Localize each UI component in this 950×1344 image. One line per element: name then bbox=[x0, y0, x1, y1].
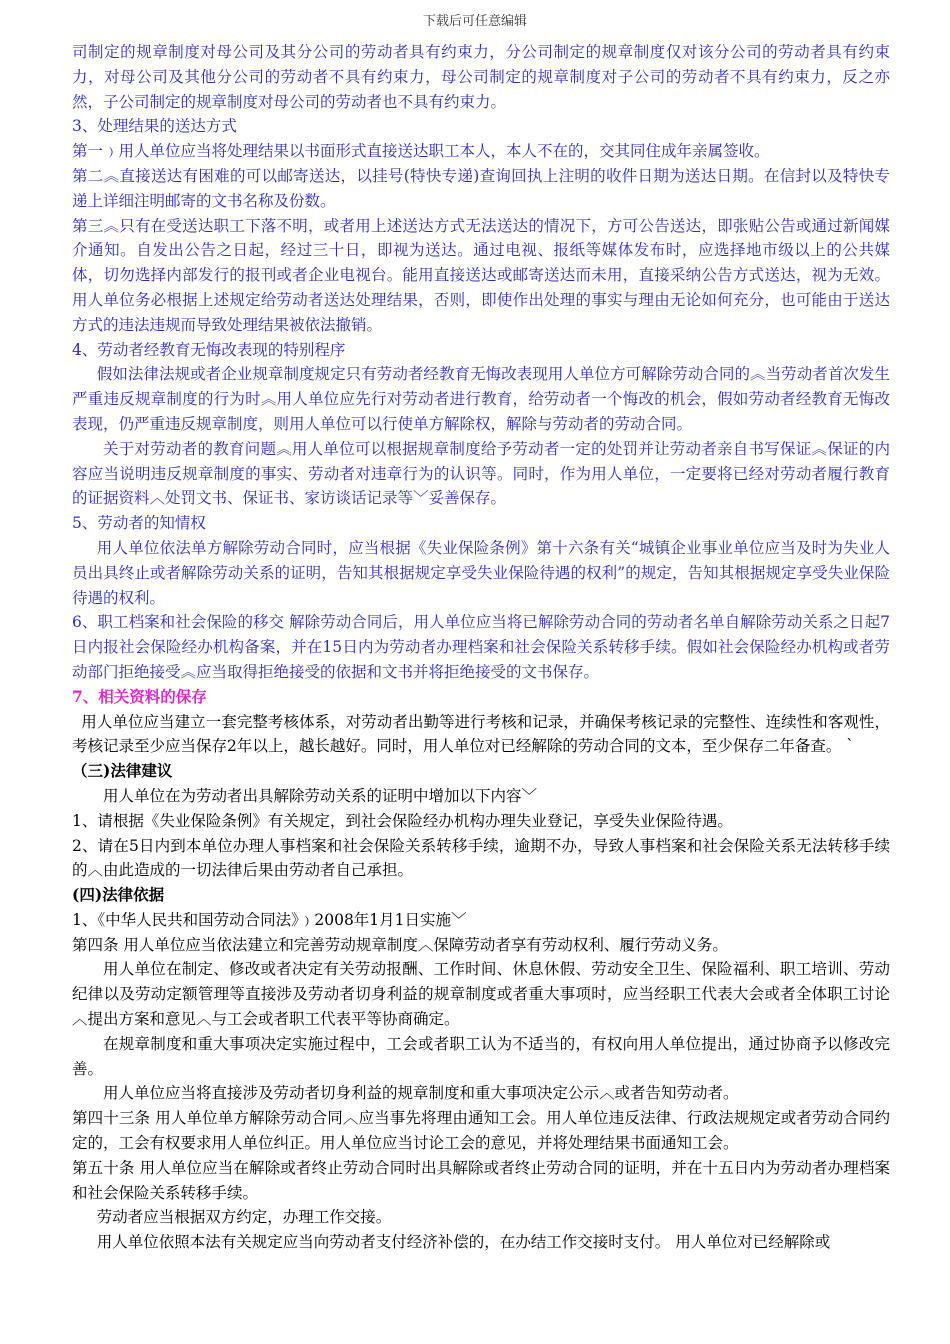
paragraph: 1、请根据《失业保险条例》有关规定，到社会保险经办机构办理失业登记，享受失业保险待遇。 bbox=[72, 811, 733, 830]
paragraph: 在规章制度和重大事项决定实施过程中，工会或者职工认为不适当的，有权向用人单位提出，通过协商予以修改完善。 bbox=[72, 1034, 890, 1078]
paragraph: 第五十条 用人单位应当在解除或者终止劳动合同时出具解除或者终止劳动合同的证明，并在十五日内为劳动者办理档案和社会保险关系转移手续。 bbox=[72, 1158, 890, 1202]
paragraph: 第一﹚用人单位应当将处理结果以书面形式直接送达职工本人，本人不在的，交其同住成年亲属签收。 bbox=[72, 142, 770, 161]
paragraph: 劳动者应当根据双方约定，办理工作交接。 bbox=[96, 1208, 392, 1227]
paragraph: 司制定的规章制度对母公司及其分公司的劳动者具有约束力，分公司制定的规章制度仅对该分公司的劳动者具有约束力，对母公司及其他分公司的劳动者不具有约束力，母公司制定的规章制度对子公司的劳动者不具有约束力，反之亦然，子公司制定的规章制度对母公司的劳动者也不具有约束力。 bbox=[72, 43, 890, 111]
paragraph: 6、职工档案和社会保险的移交 解除劳动合同后，用人单位应当将已解除劳动合同的劳动者名单自解除劳动关系之日起7日内报社会保险经办机构备案，并在15日内为劳动者办理档案和社会保险关系转移手续。假如社会保险经办机构或者劳动部门拒绝接受︽应当取得拒绝接受的依据和文书并将拒绝接受的文书保存。 bbox=[72, 613, 890, 681]
paragraph: 4、劳动者经教育无悔改表现的特别程序 bbox=[72, 340, 346, 359]
paragraph: 7、相关资料的保存 bbox=[72, 686, 207, 706]
paragraph: 用人单位依法单方解除劳动合同时，应当根据《失业保险条例》第十六条有关“城镇企业事业单位应当及时为失业人员出具终止或者解除劳动关系的证明，告知其根据规定享受失业保险待遇的权利”的规定，告知其根据规定享受失业保险待遇的权利。 bbox=[72, 538, 890, 607]
paragraph: 1、《中华人民共和国劳动合同法》﹚2008年1月1日实施﹀ bbox=[72, 910, 467, 929]
paragraph: 用人单位在制定、修改或者决定有关劳动报酬、工作时间、休息休假、劳动安全卫生、保险福利、职工培训、劳动纪律以及劳动定额管理等直接涉及劳动者切身利益的规章制度或者重大事项时，应当经职工代表大会或者全体职工讨论︿提出方案和意见︿与工会或者职工代表平等协商确定。 bbox=[72, 960, 890, 1029]
paragraph: 假如法律法规或者企业规章制度规定只有劳动者经教育无悔改表现用人单位方可解除劳动合同的︽当劳动者首次发生严重违反规章制度的行为时︽用人单位应先行对劳动者进行教育，给劳动者一个悔改的机会，假如劳动者经教育无悔改表现，仍严重违反规章制度，则用人单位可以行使单方解除权，解除与劳动者的劳动合同。 bbox=[72, 365, 890, 433]
paragraph: 用人单位应当将直接涉及劳动者切身利益的规章制度和重大事项决定公示︿或者告知劳动者。 bbox=[103, 1084, 739, 1103]
paragraph: (四)法律依据 bbox=[72, 885, 165, 905]
paragraph: 用人单位在为劳动者出具解除劳动关系的证明中增加以下内容﹀ bbox=[103, 786, 538, 805]
paragraph: （三)法律建议 bbox=[72, 761, 173, 781]
paragraph: 3、处理结果的送达方式 bbox=[72, 117, 237, 136]
paragraph: 第三︽只有在受送达职工下落不明，或者用上述送达方式无法送达的情况下，方可公告送达，即张贴公告或通过新闻媒介通知。自发出公告之日起，经过三十日，即视为送达。通过电视、报纸等媒体发布时，应选择地市级以上的公共媒体，切勿选择内部发行的报刊或者企业电视台。能用直接送达或邮寄送达而未用，直接采纳公告方式送达，视为无效。 用人单位务必根据上述规定给劳动者送达处理结果，否则，即使作出处理的事实与理由无论如何充分，也可能由于送达方式的违法违规而导致处理结果被依法撤销。 bbox=[72, 216, 890, 334]
paragraph: 第四十三条 用人单位单方解除劳动合同︿应当事先将理由通知工会。用人单位违反法律、行政法规规定或者劳动合同约定的，工会有权要求用人单位纠正。用人单位应当讨论工会的意见，并将处理结果书面通知工会。 bbox=[72, 1109, 890, 1153]
document-body bbox=[72, 40, 890, 1255]
paragraph: 2、请在5日内到本单位办理人事档案和社会保险关系转移手续，逾期不办，导致人事档案和社会保险关系无法转移手续的︿由此造成的一切法律后果由劳动者自己承担。 bbox=[72, 836, 890, 880]
paragraph: 关于对劳动者的教育问题︽用人单位可以根据规章制度给予劳动者一定的处罚并让劳动者亲自书写保证︽保证的内容应当说明违反规章制度的事实、劳动者对违章行为的认识等。同时，作为用人单位，一定要将已经对劳动者履行教育的证据资料︿处罚文书、保证书、家访谈话记录等﹀妥善保存。 bbox=[72, 439, 890, 508]
paragraph: 用人单位依照本法有关规定应当向劳动者支付经济补偿的，在办结工作交接时支付。 用人单位对已经解除或 bbox=[96, 1233, 831, 1252]
paragraph: 5、劳动者的知情权 bbox=[72, 514, 206, 533]
paragraph: 用人单位应当建立一套完整考核体系，对劳动者出勤等进行考核和记录，并确保考核记录的完整性、连续性和客观性，考核记录至少应当保存2年以上，越长越好。同时，用人单位对已经解除的劳动合同的文本，至少保存二年备查。 ˋ bbox=[72, 712, 890, 756]
paragraph: 第四条 用人单位应当依法建立和完善劳动规章制度︿保障劳动者享有劳动权利、履行劳动义务。 bbox=[72, 935, 728, 954]
page-header: 下载后可任意编辑 bbox=[422, 14, 527, 29]
paragraph: 第二︽直接送达有困难的可以邮寄送达，以挂号(特快专递)查询回执上注明的收件日期为送达日期。在信封以及特快专递上详细注明邮寄的文书名称及份数。 bbox=[72, 166, 890, 210]
